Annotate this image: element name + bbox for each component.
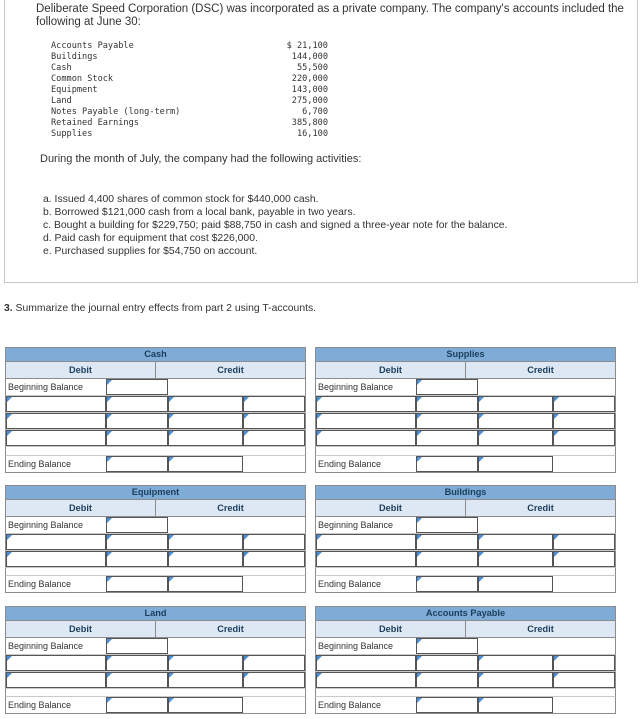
t-account-supplies <box>315 347 616 473</box>
beginning-balance-row <box>5 638 306 655</box>
credit-amount-input[interactable] <box>478 396 553 412</box>
ending-balance-label: Ending Balance <box>318 700 382 710</box>
ending-balance-label: Ending Balance <box>318 579 382 589</box>
t-account-cash <box>5 347 306 473</box>
beginning-balance-row <box>315 379 616 396</box>
beginning-balance-debit-input[interactable] <box>106 517 168 533</box>
account-value: 275,000 <box>291 96 328 106</box>
intro-text: Deliberate Speed Corporation (DSC) was incorporated as a private company. The company's accounts included the following at June 30: <box>36 3 624 28</box>
ending-balance-row <box>5 456 306 473</box>
debit-amount-input[interactable] <box>416 655 478 671</box>
account-value: 16,100 <box>296 129 328 139</box>
ending-balance-debit-input[interactable] <box>106 576 168 592</box>
ending-balance-label: Ending Balance <box>318 459 382 469</box>
credit-ref-input[interactable] <box>553 551 615 567</box>
t-account-buildings <box>315 485 616 593</box>
debit-header: Debit <box>6 621 156 637</box>
t-account-title: Equipment <box>5 485 306 500</box>
account-value: 143,000 <box>291 85 328 95</box>
beginning-balance-row <box>5 517 306 534</box>
beginning-balance-debit-input[interactable] <box>416 517 478 533</box>
entry-row <box>5 551 306 568</box>
debit-amount-input[interactable] <box>106 551 168 567</box>
debit-amount-input[interactable] <box>106 534 168 550</box>
credit-ref-input[interactable] <box>553 396 615 412</box>
entry-row <box>315 413 616 430</box>
debit-ref-input[interactable] <box>316 672 416 688</box>
ending-balance-row <box>315 456 616 473</box>
beginning-balance-debit-input[interactable] <box>416 379 478 395</box>
account-name: Equipment <box>51 85 98 95</box>
spacer-row <box>5 689 306 697</box>
credit-amount-input[interactable] <box>168 413 243 429</box>
ending-balance-label: Ending Balance <box>8 459 72 469</box>
entry-row <box>5 672 306 689</box>
ending-balance-debit-input[interactable] <box>416 576 478 592</box>
ending-balance-credit-input[interactable] <box>478 576 553 592</box>
credit-amount-input[interactable] <box>478 551 553 567</box>
account-row <box>51 118 328 129</box>
credit-amount-input[interactable] <box>168 655 243 671</box>
credit-ref-input[interactable] <box>243 551 305 567</box>
activities-list <box>43 193 507 258</box>
debit-ref-input[interactable] <box>316 430 416 446</box>
debit-ref-input[interactable] <box>6 534 106 550</box>
credit-amount-input[interactable] <box>478 655 553 671</box>
account-value: 220,000 <box>291 74 328 84</box>
entry-row <box>315 551 616 568</box>
account-row <box>51 107 328 118</box>
spacer-row <box>5 568 306 576</box>
debit-ref-input[interactable] <box>316 534 416 550</box>
entry-row <box>5 396 306 413</box>
activity-item: b. Borrowed $121,000 cash from a local bank, payable in two years. <box>43 207 356 218</box>
debit-ref-input[interactable] <box>6 396 106 412</box>
credit-ref-input[interactable] <box>243 655 305 671</box>
account-row <box>51 52 328 63</box>
entry-row <box>315 396 616 413</box>
account-name: Buildings <box>51 52 98 62</box>
ending-balance-credit-input[interactable] <box>168 697 243 713</box>
credit-header: Credit <box>527 624 554 634</box>
credit-ref-input[interactable] <box>553 655 615 671</box>
credit-ref-input[interactable] <box>553 430 615 446</box>
t-account-header <box>315 621 616 638</box>
t-account-header <box>315 500 616 517</box>
question-number: 3. <box>4 303 13 314</box>
account-row <box>51 63 328 74</box>
debit-amount-input[interactable] <box>106 396 168 412</box>
account-name: Cash <box>51 63 72 73</box>
account-name: Land <box>51 96 72 106</box>
ending-balance-label: Ending Balance <box>8 700 72 710</box>
credit-header: Credit <box>217 365 244 375</box>
activity-item: c. Bought a building for $229,750; paid $88,750 in cash and signed a three-year note for the balance. <box>43 220 508 231</box>
debit-ref-input[interactable] <box>6 413 106 429</box>
debit-amount-input[interactable] <box>416 551 478 567</box>
t-account-title: Cash <box>5 347 306 362</box>
spacer-row <box>5 447 306 456</box>
question-text <box>4 303 316 314</box>
beginning-balance-label: Beginning Balance <box>318 382 394 392</box>
account-value: 55,500 <box>296 63 328 73</box>
account-name: Notes Payable (long-term) <box>51 107 181 117</box>
ending-balance-debit-input[interactable] <box>416 456 478 472</box>
entry-row <box>315 534 616 551</box>
account-value: $ 21,100 <box>286 41 328 51</box>
t-account-header <box>5 621 306 638</box>
credit-amount-input[interactable] <box>168 396 243 412</box>
debit-amount-input[interactable] <box>416 430 478 446</box>
t-account-title: Land <box>5 606 306 621</box>
ending-balance-credit-input[interactable] <box>168 576 243 592</box>
debit-amount-input[interactable] <box>416 672 478 688</box>
credit-header: Credit <box>217 503 244 513</box>
debit-amount-input[interactable] <box>416 396 478 412</box>
entry-row <box>5 413 306 430</box>
credit-header: Credit <box>527 503 554 513</box>
debit-amount-input[interactable] <box>416 534 478 550</box>
beginning-balance-debit-input[interactable] <box>106 379 168 395</box>
debit-ref-input[interactable] <box>6 655 106 671</box>
debit-header: Debit <box>6 500 156 516</box>
july-text: During the month of July, the company had the following activities: <box>40 153 362 165</box>
account-row <box>51 96 328 107</box>
account-row <box>51 41 328 52</box>
credit-ref-input[interactable] <box>243 430 305 446</box>
credit-amount-input[interactable] <box>168 551 243 567</box>
ending-balance-debit-input[interactable] <box>416 697 478 713</box>
beginning-balance-label: Beginning Balance <box>318 641 394 651</box>
accounts-list <box>51 41 328 140</box>
credit-ref-input[interactable] <box>243 396 305 412</box>
entry-row <box>315 672 616 689</box>
credit-header: Credit <box>527 365 554 375</box>
ending-balance-label: Ending Balance <box>8 579 72 589</box>
debit-header: Debit <box>316 500 466 516</box>
t-account-title: Buildings <box>315 485 616 500</box>
debit-header: Debit <box>316 621 466 637</box>
entry-row <box>315 655 616 672</box>
problem-panel <box>4 0 638 283</box>
t-account-header <box>5 362 306 379</box>
ending-balance-row <box>5 576 306 593</box>
debit-amount-input[interactable] <box>106 430 168 446</box>
beginning-balance-row <box>5 379 306 396</box>
debit-ref-input[interactable] <box>316 413 416 429</box>
debit-ref-input[interactable] <box>6 672 106 688</box>
credit-ref-input[interactable] <box>243 413 305 429</box>
ending-balance-credit-input[interactable] <box>478 697 553 713</box>
account-name: Common Stock <box>51 74 114 84</box>
credit-amount-input[interactable] <box>168 430 243 446</box>
debit-ref-input[interactable] <box>316 396 416 412</box>
account-value: 6,700 <box>302 107 328 117</box>
debit-amount-input[interactable] <box>106 413 168 429</box>
credit-header: Credit <box>217 624 244 634</box>
ending-balance-row <box>315 697 616 714</box>
activity-item: d. Paid cash for equipment that cost $226,000. <box>43 233 258 244</box>
spacer-row <box>315 689 616 697</box>
account-name: Supplies <box>51 129 93 139</box>
account-value: 385,800 <box>291 118 328 128</box>
debit-ref-input[interactable] <box>316 655 416 671</box>
credit-ref-input[interactable] <box>243 672 305 688</box>
ending-balance-credit-input[interactable] <box>478 456 553 472</box>
credit-amount-input[interactable] <box>478 430 553 446</box>
t-account-accounts-payable <box>315 606 616 714</box>
spacer-row <box>315 447 616 456</box>
spacer-row <box>315 568 616 576</box>
entry-row <box>315 430 616 447</box>
beginning-balance-label: Beginning Balance <box>8 641 84 651</box>
beginning-balance-label: Beginning Balance <box>8 520 84 530</box>
debit-amount-input[interactable] <box>416 413 478 429</box>
entry-row <box>5 655 306 672</box>
account-row <box>51 74 328 85</box>
beginning-balance-label: Beginning Balance <box>318 520 394 530</box>
beginning-balance-debit-input[interactable] <box>106 638 168 654</box>
credit-amount-input[interactable] <box>478 534 553 550</box>
beginning-balance-label: Beginning Balance <box>8 382 84 392</box>
activity-item: a. Issued 4,400 shares of common stock for $440,000 cash. <box>43 194 319 205</box>
t-account-header <box>315 362 616 379</box>
entry-row <box>5 534 306 551</box>
beginning-balance-row <box>315 517 616 534</box>
account-row <box>51 85 328 96</box>
debit-amount-input[interactable] <box>106 655 168 671</box>
debit-ref-input[interactable] <box>316 551 416 567</box>
activity-item: e. Purchased supplies for $54,750 on account. <box>43 246 258 257</box>
account-name: Retained Earnings <box>51 118 139 128</box>
debit-header: Debit <box>6 362 156 378</box>
ending-balance-debit-input[interactable] <box>106 697 168 713</box>
credit-amount-input[interactable] <box>168 672 243 688</box>
debit-amount-input[interactable] <box>106 672 168 688</box>
credit-amount-input[interactable] <box>478 672 553 688</box>
account-name: Accounts Payable <box>51 41 134 51</box>
t-account-header <box>5 500 306 517</box>
ending-balance-debit-input[interactable] <box>106 456 168 472</box>
t-account-equipment <box>5 485 306 593</box>
debit-header: Debit <box>316 362 466 378</box>
credit-ref-input[interactable] <box>553 413 615 429</box>
ending-balance-row <box>5 697 306 714</box>
credit-ref-input[interactable] <box>243 534 305 550</box>
credit-amount-input[interactable] <box>168 534 243 550</box>
account-value: 144,000 <box>291 52 328 62</box>
debit-ref-input[interactable] <box>6 430 106 446</box>
credit-amount-input[interactable] <box>478 413 553 429</box>
t-account-title: Supplies <box>315 347 616 362</box>
beginning-balance-row <box>315 638 616 655</box>
credit-ref-input[interactable] <box>553 534 615 550</box>
entry-row <box>5 430 306 447</box>
beginning-balance-debit-input[interactable] <box>416 638 478 654</box>
question-body: Summarize the journal entry effects from part 2 using T-accounts. <box>12 303 317 314</box>
t-account-land <box>5 606 306 714</box>
credit-ref-input[interactable] <box>553 672 615 688</box>
account-row <box>51 129 328 140</box>
ending-balance-credit-input[interactable] <box>168 456 243 472</box>
t-account-title: Accounts Payable <box>315 606 616 621</box>
debit-ref-input[interactable] <box>6 551 106 567</box>
ending-balance-row <box>315 576 616 593</box>
